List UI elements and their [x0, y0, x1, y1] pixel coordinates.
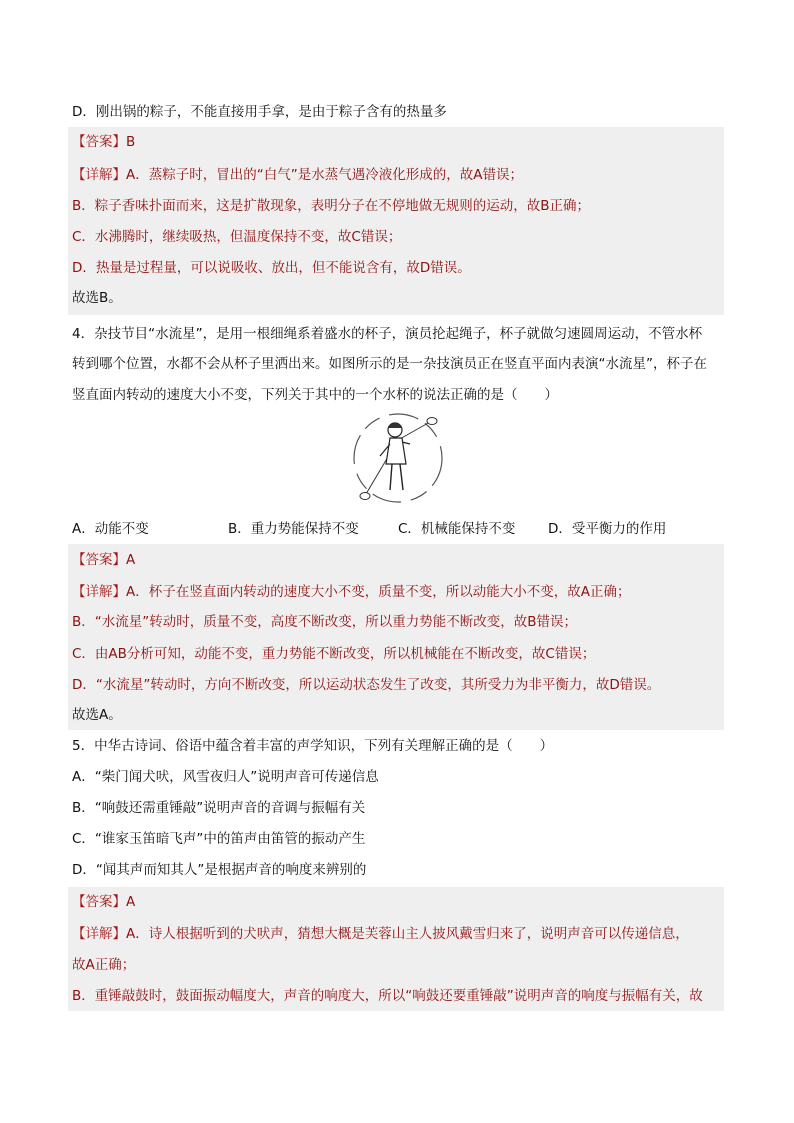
- performer-leg: [390, 464, 392, 490]
- q3-detail-line: D．热量是过程量，可以说吸收、放出，但不能说含有，故D错误。: [72, 260, 471, 276]
- water-meteor-figure: [350, 410, 446, 506]
- q4-option-c: C．机械能保持不变: [398, 521, 516, 537]
- q4-stem-line: 竖直面内转动的速度大小不变，下列关于其中的一个水杯的说法正确的是（ ）: [72, 387, 558, 403]
- q4-options: [72, 514, 724, 544]
- answer-value: A: [126, 894, 136, 910]
- rope: [398, 422, 430, 440]
- q4-detail-line: 【详解】A．杯子在竖直面内转动的速度大小不变，质量不变，所以动能大小不变，故A正确；: [72, 584, 631, 600]
- q4-stem-line: 4．杂技节目“水流星”，是用一根细绳系着盛水的杯子，演员抡起绳子，杯子就做匀速圆周运动，不管水杯: [72, 326, 703, 342]
- q5-option-b: B．“响鼓还需重锤敲”说明声音的音调与振幅有关: [72, 800, 366, 816]
- q4-detail-line: D．“水流星”转动时，方向不断改变，所以运动状态发生了改变，其所受力为非平衡力，故D错误。: [72, 677, 661, 693]
- performer-leg: [400, 464, 403, 490]
- q4-option-a: A．动能不变: [72, 521, 149, 537]
- q5-option-c: C．“谁家玉笛暗飞声”中的笛声由笛管的振动产生: [72, 831, 366, 847]
- q4-stem-line: 转到哪个位置，水都不会从杯子里洒出来。如图所示的是一杂技演员正在竖直平面内表演“水流星”，杯子在: [72, 356, 707, 372]
- answer-tag: 【答案】: [72, 552, 126, 568]
- q4-option-d: D．受平衡力的作用: [548, 521, 667, 537]
- q3-detail-line: C．水沸腾时，继续吸热，但温度保持不变，故C错误；: [72, 229, 402, 245]
- q5-detail-line: B．重锤敲鼓时，鼓面振动幅度大，声音的响度大，所以“响鼓还要重锤敲”说明声音的响度与振幅有关，故: [72, 988, 703, 1004]
- q5-detail-line: 故A正确；: [72, 957, 136, 973]
- q3-answer: [72, 127, 724, 157]
- q4-detail-line: C．由AB分析可知，动能不变，重力势能不断改变，所以机械能在不断改变，故C错误；: [72, 646, 596, 662]
- cup-icon: [360, 493, 370, 500]
- performer-hair: [388, 423, 402, 428]
- answer-value: A: [126, 552, 136, 568]
- q3-conclusion: 故选B。: [72, 290, 122, 306]
- q5-answer: [72, 887, 724, 917]
- q3-detail-line: B．粽子香味扑面而来，这是扩散现象，表明分子在不停地做无规则的运动，故B正确；: [72, 198, 591, 214]
- answer-tag: 【答案】: [72, 134, 126, 150]
- q5-stem: 5．中华古诗词、俗语中蕴含着丰富的声学知识，下列有关理解正确的是（ ）: [72, 738, 554, 754]
- detail-tag: 【详解】: [72, 167, 126, 183]
- detail-tag: 【详解】: [72, 584, 126, 600]
- answer-tag: 【答案】: [72, 894, 126, 910]
- q4-conclusion: 故选A。: [72, 707, 122, 723]
- detail-tag: 【详解】: [72, 926, 126, 942]
- q5-option-d: D．“闻其声而知其人”是根据声音的响度来辨别的: [72, 862, 367, 878]
- q5-option-a: A．“柴门闻犬吠，风雪夜归人”说明声音可传递信息: [72, 769, 379, 785]
- answer-value: B: [126, 134, 136, 150]
- q4-detail-line: B．“水流星”转动时，质量不变，高度不断改变，所以重力势能不断改变，故B错误；: [72, 614, 578, 630]
- q4-answer: [72, 545, 724, 575]
- q3-detail-line: 【详解】A．蒸粽子时，冒出的“白气”是水蒸气遇冷液化形成的，故A错误；: [72, 167, 523, 183]
- q5-detail-line: 【详解】A．诗人根据听到的犬吠声，猜想大概是芙蓉山主人披风戴雪归来了，说明声音可以传递信息，: [72, 926, 689, 942]
- cup-icon: [427, 418, 437, 425]
- q3-option-d: D．刚出锅的粽子，不能直接用手拿，是由于粽子含有的热量多: [72, 104, 447, 120]
- q4-option-b: B．重力势能保持不变: [228, 521, 359, 537]
